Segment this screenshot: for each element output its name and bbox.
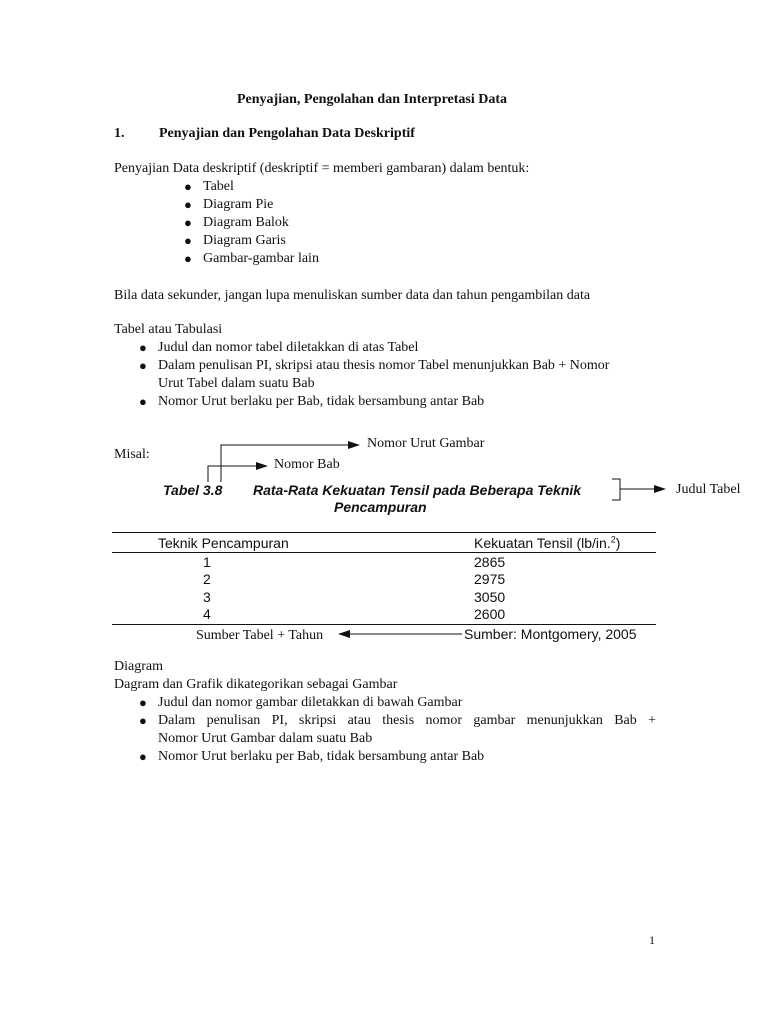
bullet-icon: ● (139, 695, 147, 710)
annotation-sumber-tabel: Sumber Tabel + Tahun (196, 628, 324, 643)
diagram-heading: Diagram (114, 659, 163, 674)
arrowhead-judul (654, 485, 666, 493)
list-item-continuation: Nomor Urut Gambar dalam suatu Bab (158, 731, 373, 746)
tabulasi-heading: Tabel atau Tabulasi (114, 322, 223, 337)
list-item: ● Dalam penulisan PI, skripsi atau thesis nomor Tabel menunjukkan Bab + Nomor (139, 358, 610, 373)
bullet-icon: ● (139, 340, 147, 355)
arrowhead-sumber (338, 630, 350, 638)
bullet-icon: ● (184, 179, 192, 194)
arrowhead-nomor-urut (348, 441, 360, 449)
list-item: ● Judul dan nomor gambar diletakkan di bawah Gambar (139, 695, 463, 710)
arrowhead-nomor-bab (256, 462, 268, 470)
table-title-line2: Pencampuran (334, 499, 427, 515)
bullet-icon: ● (139, 713, 147, 728)
arrow-nomor-urut (221, 445, 350, 482)
bracket-judul (612, 479, 620, 500)
table-cell-teknik: 3 (203, 589, 211, 605)
table-cell-teknik: 2 (203, 571, 211, 587)
bullet-icon: ● (184, 251, 192, 266)
table-title-line1: Rata-Rata Kekuatan Tensil pada Beberapa Teknik (253, 482, 582, 498)
bullet-icon: ● (139, 749, 147, 764)
table-cell-teknik: 1 (203, 554, 211, 570)
list-item: ● Nomor Urut berlaku per Bab, tidak bersambung antar Bab (139, 394, 485, 409)
table-source: Sumber: Montgomery, 2005 (464, 626, 637, 642)
table-header-rule (112, 552, 656, 553)
list-item: ● Dalam penulisan PI, skripsi atau thesis nomor gambar menunjukkan Bab + (139, 713, 656, 728)
example-label: Misal: (114, 447, 150, 462)
list-item: ● Nomor Urut berlaku per Bab, tidak bersambung antar Bab (139, 749, 485, 764)
bullet-icon: ● (139, 358, 147, 373)
list-item: ● Gambar-gambar lain (184, 251, 319, 266)
list-item: ● Diagram Balok (184, 215, 289, 230)
table-cell-kekuatan: 2975 (474, 571, 506, 587)
page-title: Penyajian, Pengolahan dan Interpretasi Data (237, 92, 508, 107)
diagram-list (139, 694, 656, 766)
bullet-icon: ● (184, 233, 192, 248)
list-item-continuation: Urut Tabel dalam suatu Bab (158, 376, 315, 391)
list-item: ● Diagram Garis (184, 233, 286, 248)
annotation-nomor-bab: Nomor Bab (274, 457, 340, 472)
page-number: 1 (649, 933, 655, 947)
bullet-icon: ● (184, 215, 192, 230)
table-cell-teknik: 4 (203, 606, 211, 622)
annotation-nomor-urut: Nomor Urut Gambar (367, 436, 485, 451)
list-item: ● Tabel (184, 179, 234, 194)
table-cell-kekuatan: 2865 (474, 554, 506, 570)
section-heading: Penyajian dan Pengolahan Data Deskriptif (159, 126, 415, 141)
list-item: ● Diagram Pie (184, 197, 274, 212)
diagram-intro: Dagram dan Grafik dikategorikan sebagai Gambar (114, 677, 398, 692)
annotation-judul-tabel: Judul Tabel (676, 482, 741, 497)
arrow-nomor-bab (208, 466, 258, 482)
section-number: 1. (114, 126, 125, 141)
intro-paragraph: Penyajian Data deskriptif (deskriptif = memberi gambaran) dalam bentuk: (114, 161, 530, 176)
bullet-icon: ● (184, 197, 192, 212)
list-item: ● Judul dan nomor tabel diletakkan di atas Tabel (139, 340, 419, 355)
table-cell-kekuatan: 2600 (474, 606, 506, 622)
table-top-rule (112, 532, 656, 533)
table-cell-kekuatan: 3050 (474, 589, 506, 605)
table-number: Tabel 3.8 (163, 482, 223, 498)
bullet-icon: ● (139, 394, 147, 409)
table-header-kekuatan: Kekuatan Tensil (lb/in.$^2$) (474, 534, 621, 551)
table-header-teknik: Teknik Pencampuran (158, 535, 289, 551)
secondary-data-note: Bila data sekunder, jangan lupa menuliskan sumber data dan tahun pengambilan data (114, 288, 591, 303)
